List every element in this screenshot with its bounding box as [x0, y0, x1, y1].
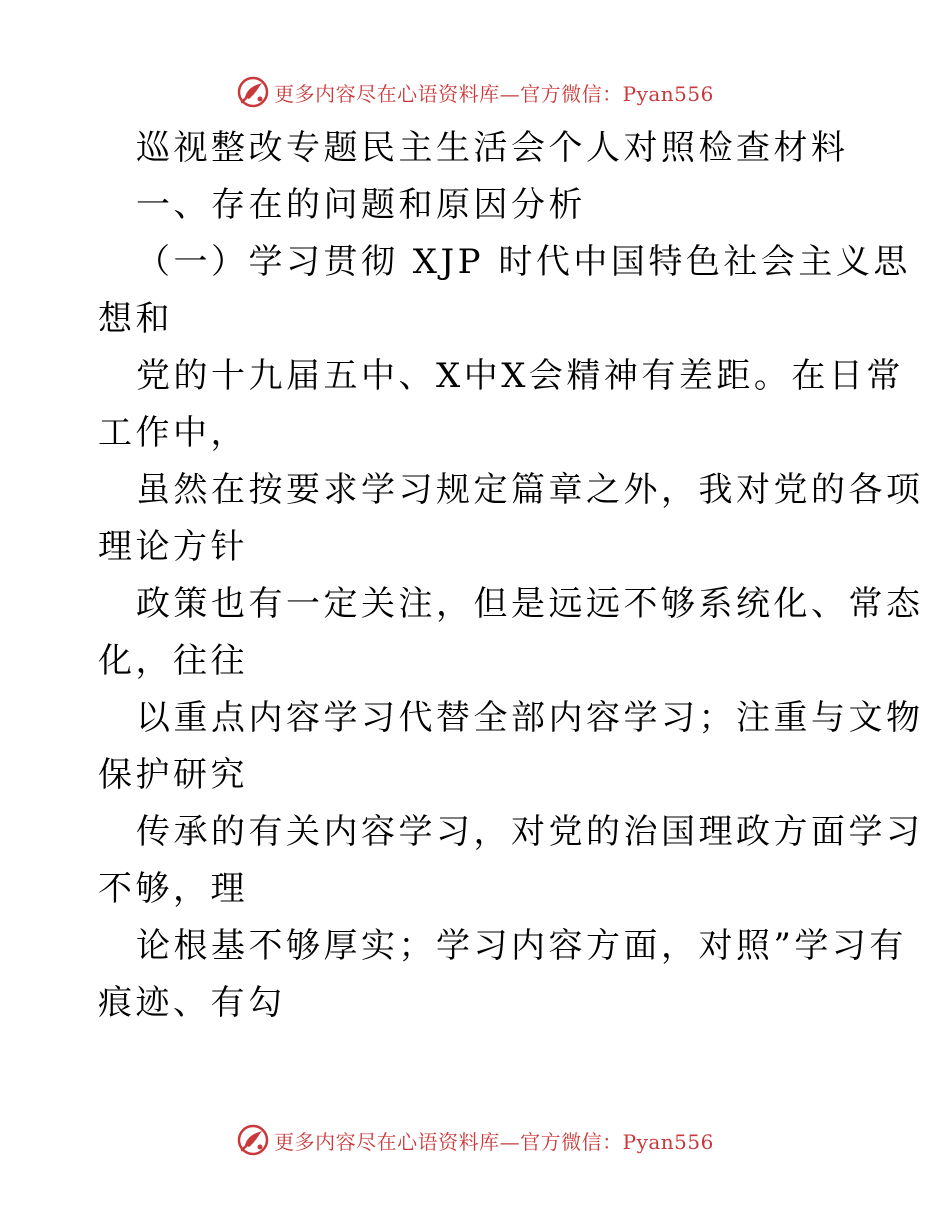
paragraph-line: 党的十九届五中、X中X会精神有差距。在日常: [136, 356, 904, 396]
paragraph-line: 政策也有一定关注，但是远远不够系统化、常态: [136, 584, 924, 624]
paragraph-line: 保护研究: [98, 755, 248, 795]
document-title: 巡视整改专题民主生活会个人对照检查材料: [136, 128, 849, 168]
paragraph-line: 一、存在的问题和原因分析: [136, 185, 586, 225]
lotus-seal-icon: [236, 1123, 270, 1157]
paragraph-line: 理论方针: [98, 527, 248, 567]
watermark-text: 更多内容尽在心语资料库—官方微信：Pyan556: [274, 81, 714, 106]
paragraph-line: 论根基不够厚实；学习内容方面，对照”学习有: [136, 926, 907, 966]
watermark-text: 更多内容尽在心语资料库—官方微信：Pyan556: [274, 1129, 714, 1154]
paragraph-line: 以重点内容学习代替全部内容学习；注重与文物: [136, 698, 924, 738]
watermark-banner-bottom: [0, 1120, 950, 1160]
paragraph-line: 虽然在按要求学习规定篇章之外，我对党的各项: [136, 470, 924, 510]
paragraph-line: （一）学习贯彻 XJP 时代中国特色社会主义思: [136, 242, 911, 282]
document-body: [98, 120, 924, 1032]
paragraph-line: 想和: [98, 299, 173, 339]
paragraph-line: 化，往往: [98, 641, 248, 681]
paragraph-line: 不够，理: [98, 869, 248, 909]
paragraph-line: 工作中，: [98, 413, 248, 453]
lotus-seal-icon: [236, 75, 270, 109]
watermark-banner-top: [0, 72, 950, 112]
paragraph-line: 痕迹、有勾: [98, 983, 286, 1023]
paragraph-line: 传承的有关内容学习，对党的治国理政方面学习: [136, 812, 924, 852]
